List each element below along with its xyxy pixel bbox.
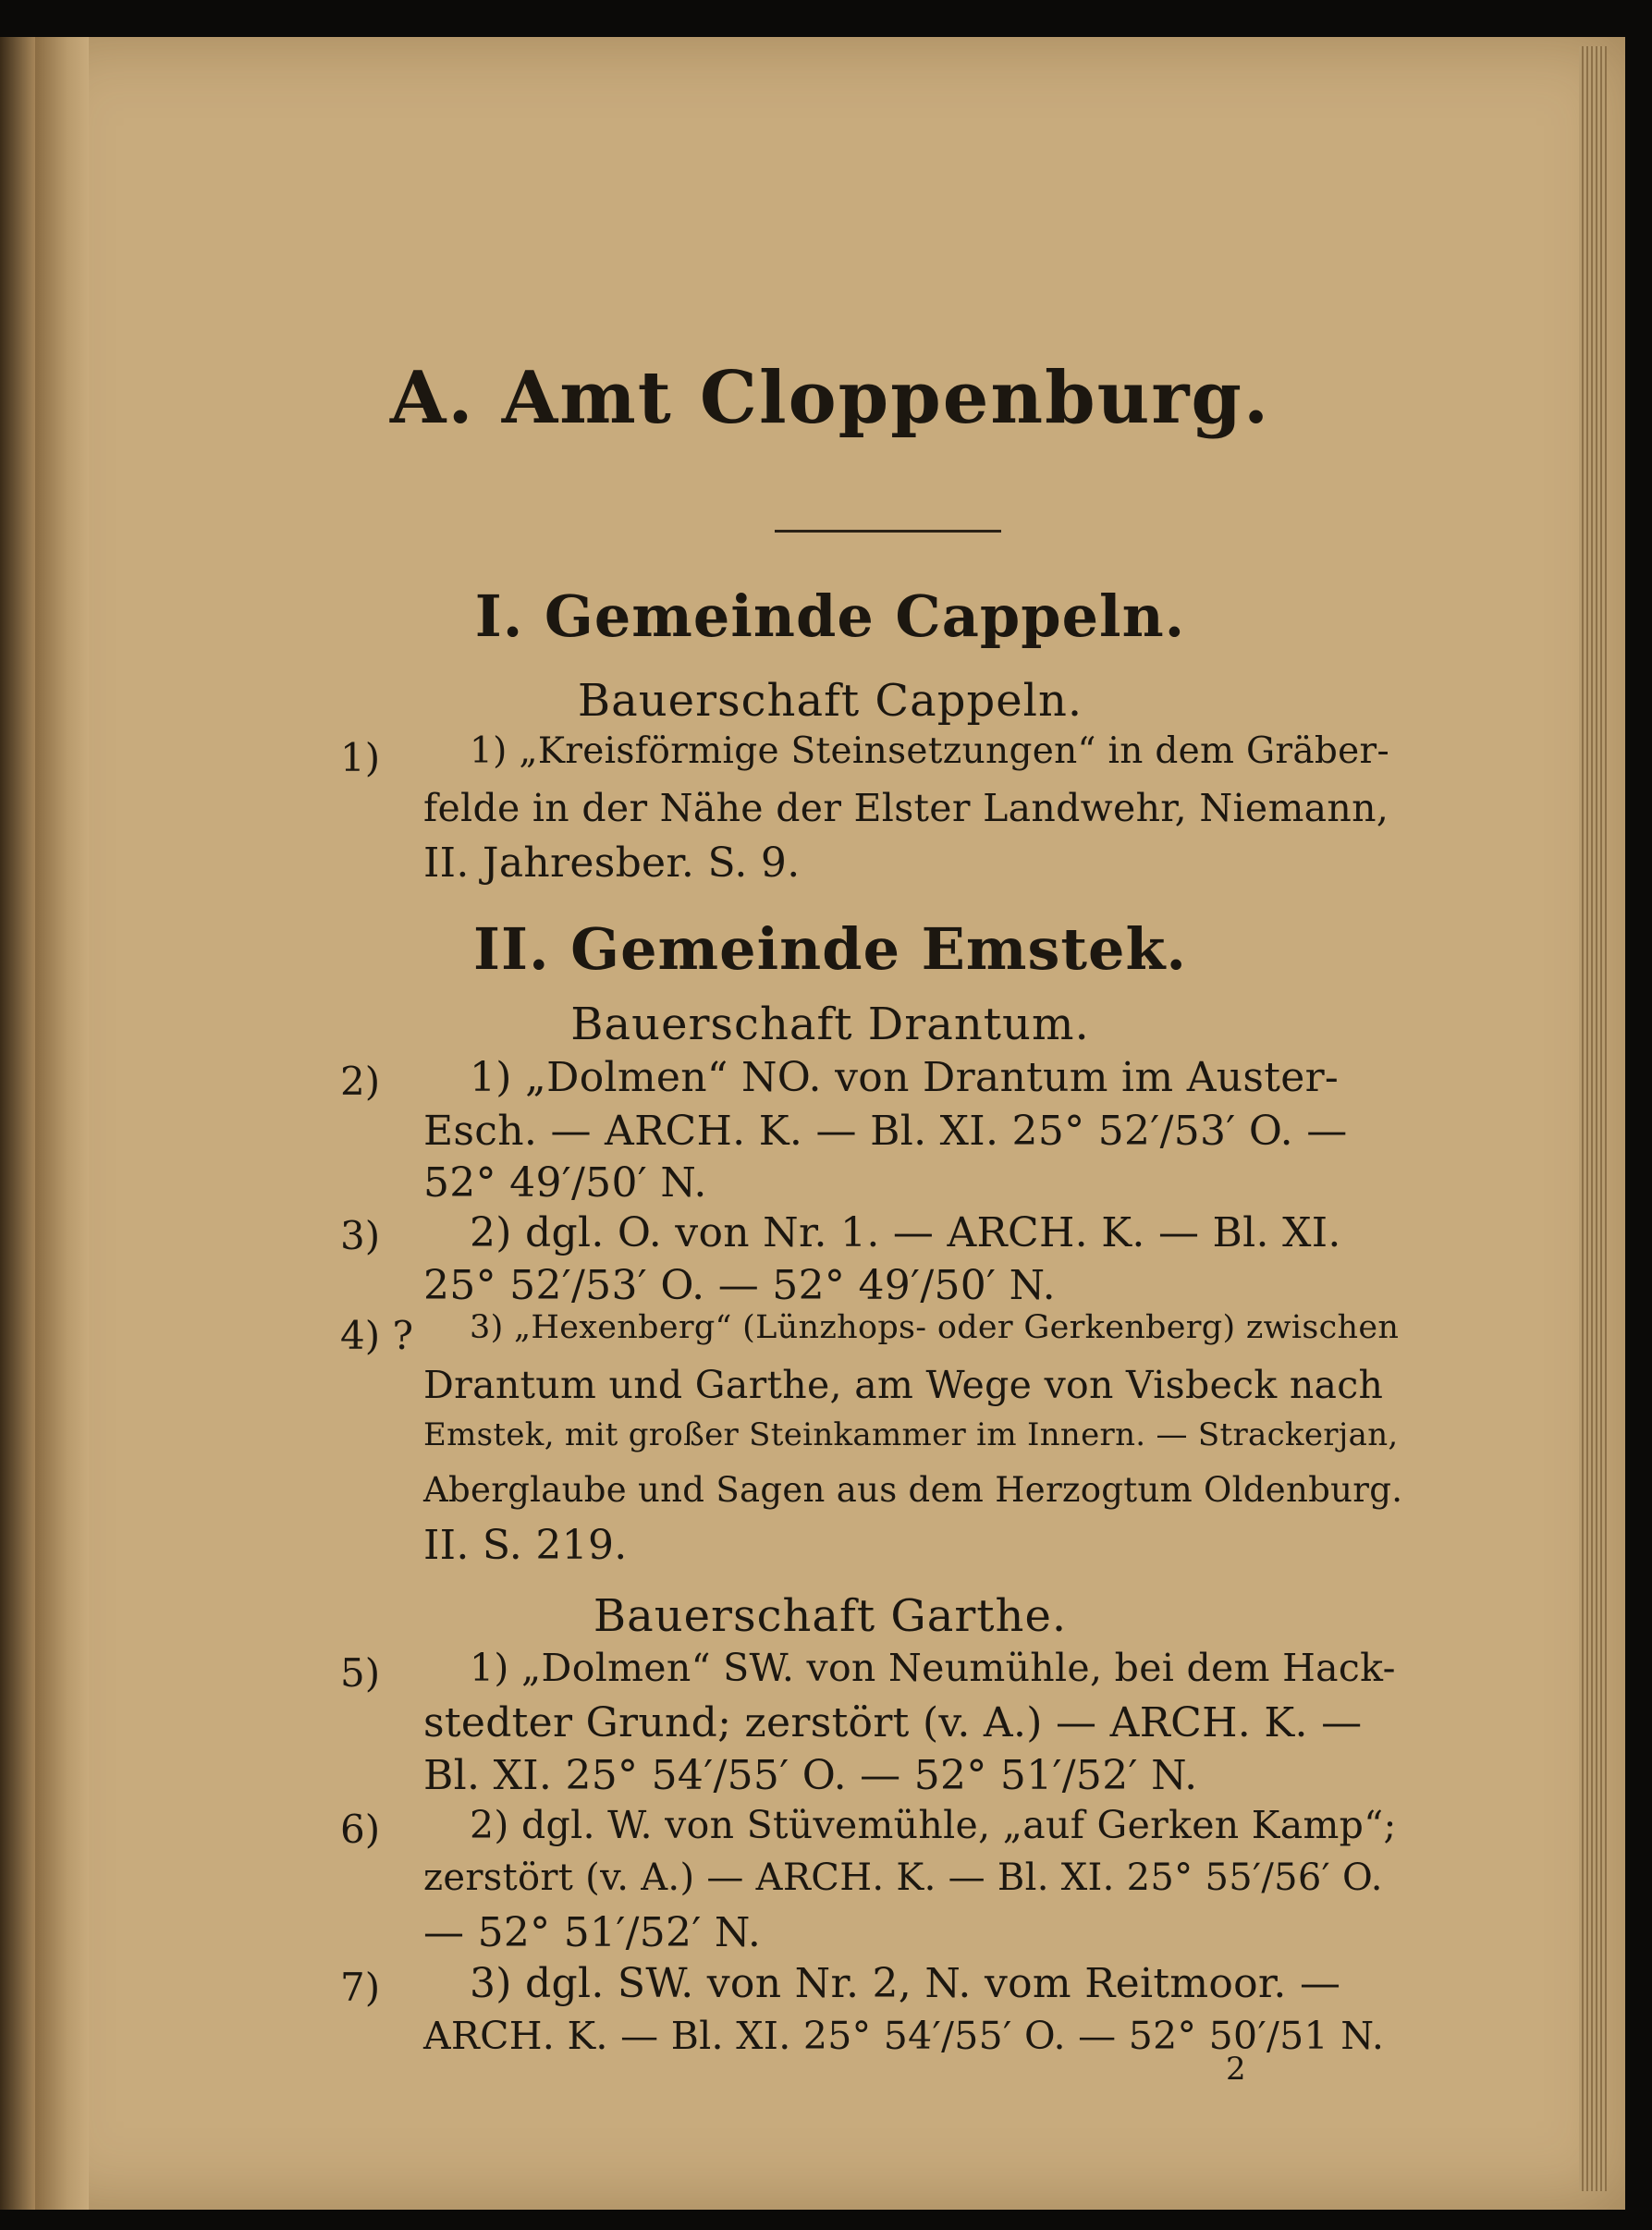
entry-number: 2) (340, 1059, 381, 1104)
section-2-subtitle-2: Bauerschaft Garthe. (593, 1590, 1068, 1642)
entry-line: Esch. — ARCH. K. — Bl. XI. 25° 52′/53′ O. — (423, 1108, 1348, 1155)
section-2-subtitle-1: Bauerschaft Drantum. (570, 999, 1090, 1050)
section-2-title: II. Gemeinde Emstek. (472, 915, 1188, 983)
entry-number: 1) (340, 735, 381, 780)
entry-line: Aberglaube und Sagen aus dem Herzogtum Oldenburg. (423, 1470, 1403, 1510)
entry-line: 1) „Kreisförmige Steinsetzungen“ in dem Gräber- (470, 730, 1389, 772)
entry-number: 6) (340, 1807, 381, 1852)
entry-line: 25° 52′/53′ O. — 52° 49′/50′ N. (423, 1262, 1056, 1309)
entry-line: zerstört (v. A.) — ARCH. K. — Bl. XI. 25° 55′/56′ O. (423, 1856, 1383, 1899)
entry-number: 5) (340, 1650, 381, 1696)
page-edge-stack (1579, 46, 1607, 2191)
entry-line: ARCH. K. — Bl. XI. 25° 54′/55′ O. — 52° 50′/51 N. (423, 2014, 1385, 2058)
entry-line: Bl. XI. 25° 54′/55′ O. — 52° 51′/52′ N. (423, 1752, 1198, 1799)
entry-number: 7) (340, 1965, 381, 2010)
entry-line: Drantum und Garthe, am Wege von Visbeck nach (423, 1363, 1384, 1407)
page-number: 2 (1226, 2051, 1246, 2088)
page-heading: A. Amt Cloppenburg. (389, 356, 1271, 440)
section-1-title: I. Gemeinde Cappeln. (474, 582, 1186, 650)
entry-line: 1) „Dolmen“ SW. von Neumühle, bei dem Hack- (470, 1646, 1396, 1690)
entry-number: 4) ? (340, 1313, 413, 1358)
entry-line: stedter Grund; zerstört (v. A.) — ARCH. K. — (423, 1699, 1363, 1746)
entry-line: 3) dgl. SW. von Nr. 2, N. vom Reitmoor. — (470, 1960, 1341, 2007)
entry-line: 1) „Dolmen“ NO. von Drantum im Auster- (470, 1054, 1340, 1101)
entry-number: 3) (340, 1213, 381, 1258)
entry-line: felde in der Nähe der Elster Landwehr, Niemann, (423, 786, 1389, 830)
entry-line: II. S. 219. (423, 1522, 628, 1569)
heading-rule (775, 530, 1001, 533)
entry-line: 2) dgl. O. von Nr. 1. — ARCH. K. — Bl. XI. (470, 1209, 1341, 1256)
entry-line: 52° 49′/50′ N. (423, 1159, 707, 1207)
entry-line: 2) dgl. W. von Stüvemühle, „auf Gerken Kamp“; (470, 1803, 1397, 1847)
book-page (35, 37, 1625, 2210)
entry-line: Emstek, mit großer Steinkammer im Innern. — Strackerjan, (423, 1416, 1399, 1453)
section-1-subtitle: Bauerschaft Cappeln. (577, 675, 1083, 727)
left-page-edge (0, 37, 35, 2210)
entry-line: II. Jahresber. S. 9. (423, 839, 801, 887)
entry-line: — 52° 51′/52′ N. (423, 1909, 762, 1956)
entry-line: 3) „Hexenberg“ (Lünzhops- oder Gerkenberg) zwischen (470, 1309, 1400, 1346)
